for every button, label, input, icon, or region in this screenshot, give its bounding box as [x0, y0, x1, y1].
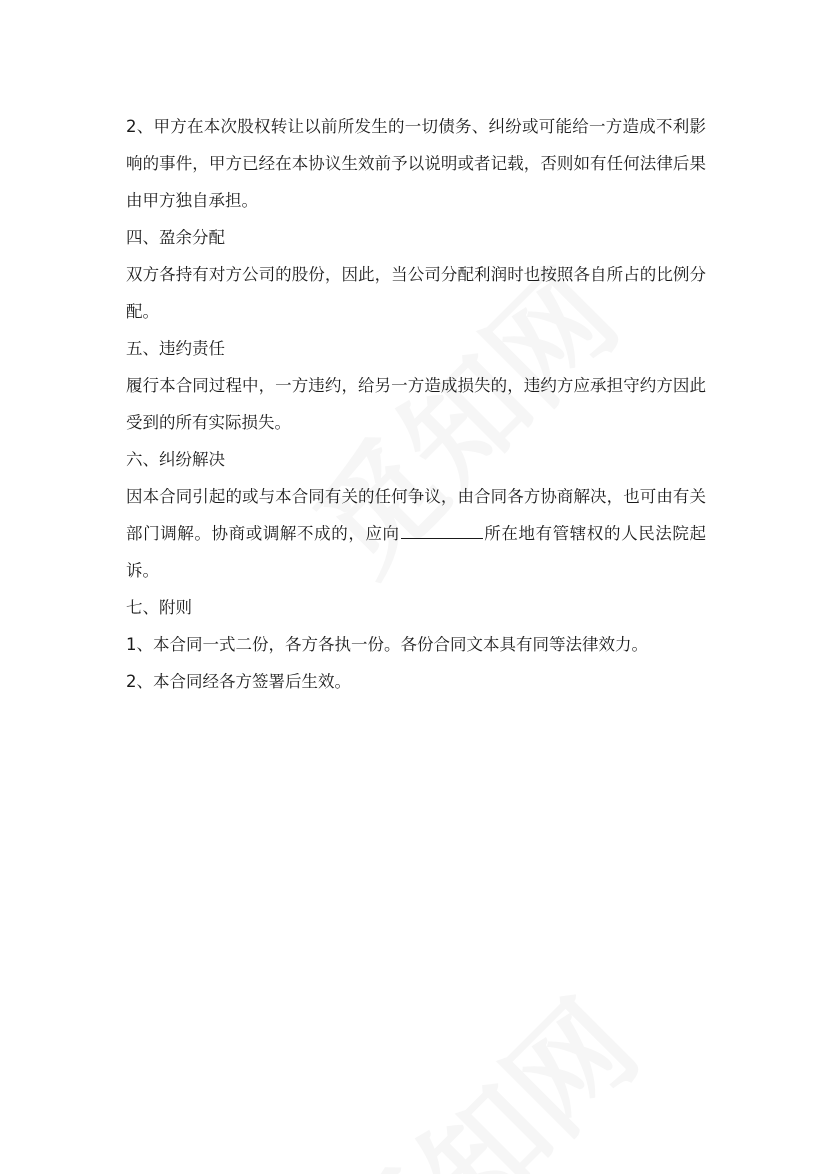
dispute-paragraph: [126, 478, 706, 589]
clause-paragraph: 2、甲方在本次股权转让以前所发生的一切债务、纠纷或可能给一方造成不利影响的事件，甲方已经在本协议生效前予以说明或者记载，否则如有任何法律后果由甲方独自承担。: [126, 117, 706, 210]
section-heading: 七、附则: [126, 598, 192, 617]
clause-paragraph: 双方各持有对方公司的股份，因此，当公司分配利润时也按照各自所占的比例分配。: [126, 265, 706, 321]
section-heading: 六、纠纷解决: [126, 450, 225, 469]
clause-paragraph: 2、本合同经各方签署后生效。: [126, 672, 351, 691]
watermark: [292, 958, 668, 1174]
dispute-text-after: 所在地有管辖权的人民法院起诉。: [126, 524, 707, 580]
section-heading: 五、违约责任: [126, 339, 225, 358]
fill-in-blank[interactable]: [401, 520, 483, 539]
document-body: [126, 108, 706, 700]
dispute-text-before: 因本合同引起的或与本合同有关的任何争议，由合同各方协商解决，也可由有关部门调解。协商或调解不成的，应向: [126, 487, 706, 543]
section-heading: 四、盈余分配: [126, 228, 225, 247]
clause-paragraph: 1、本合同一式二份，各方各执一份。各份合同文本具有同等法律效力。: [126, 635, 648, 654]
clause-paragraph: 履行本合同过程中，一方违约，给另一方造成损失的，违约方应承担守约方因此受到的所有实际损失。: [126, 376, 706, 432]
